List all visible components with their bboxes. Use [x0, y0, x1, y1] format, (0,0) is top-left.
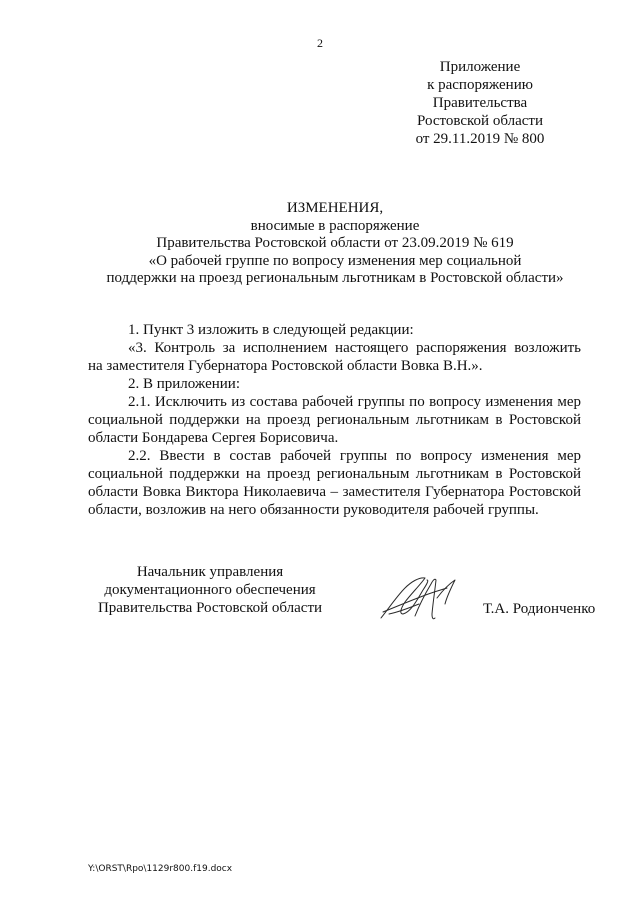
heading-line: вносимые в распоряжение — [250, 217, 420, 234]
body-line: 1. Пункт 3 изложить в следующей редакции: — [128, 322, 414, 338]
appendix-line: Приложение — [439, 59, 521, 75]
page-number: 2 — [317, 36, 323, 50]
document-body — [88, 321, 581, 519]
body-line: 2. В приложении: — [128, 376, 240, 392]
body-line: социальной поддержки на проезд региональным льготникам в Ростовской — [88, 466, 581, 482]
body-line: социальной поддержки на проезд региональным льготникам в Ростовской — [88, 412, 581, 428]
appendix-line: к распоряжению — [427, 77, 533, 93]
body-line: 2.2. Ввести в состав рабочей группы по вопросу изменения мер — [128, 448, 581, 464]
body-line: области Вовка Виктора Николаевича – заместителя Губернатора Ростовской — [88, 484, 581, 500]
appendix-line: Ростовской области — [417, 113, 543, 129]
body-line: области, возложив на него обязанности руководителя рабочей группы. — [88, 502, 539, 518]
appendix-block — [380, 58, 580, 148]
signatory-position — [90, 563, 330, 617]
heading-line: поддержки на проезд региональным льготникам в Ростовской области» — [106, 270, 564, 286]
heading-line: «О рабочей группе по вопросу изменения мер социальной — [148, 252, 522, 269]
document-heading — [90, 200, 580, 288]
body-line: на заместителя Губернатора Ростовской области Вовка В.Н.». — [88, 358, 483, 374]
body-line: 2.1. Исключить из состава рабочей группы по вопросу изменения мер — [128, 394, 581, 410]
handwritten-signature — [375, 568, 465, 628]
heading-line: Правительства Ростовской области от 23.09.2019 № 619 — [156, 235, 514, 251]
body-line: «3. Контроль за исполнением настоящего распоряжения возложить — [128, 340, 581, 356]
signatory-position-line: документационного обеспечения — [104, 582, 316, 598]
heading-title: ИЗМЕНЕНИЯ, — [286, 200, 384, 216]
signatory-position-line: Правительства Ростовской области — [97, 600, 323, 616]
signatory-name: Т.А. Родионченко — [483, 601, 596, 617]
appendix-line: от 29.11.2019 № 800 — [415, 131, 545, 147]
file-path-footer: Y:\ORST\Rpo\1129r800.f19.docx — [88, 864, 233, 874]
body-line: области Бондарева Сергея Борисовича. — [88, 430, 339, 446]
appendix-line: Правительства — [432, 95, 528, 111]
signatory-position-line: Начальник управления — [136, 564, 284, 580]
